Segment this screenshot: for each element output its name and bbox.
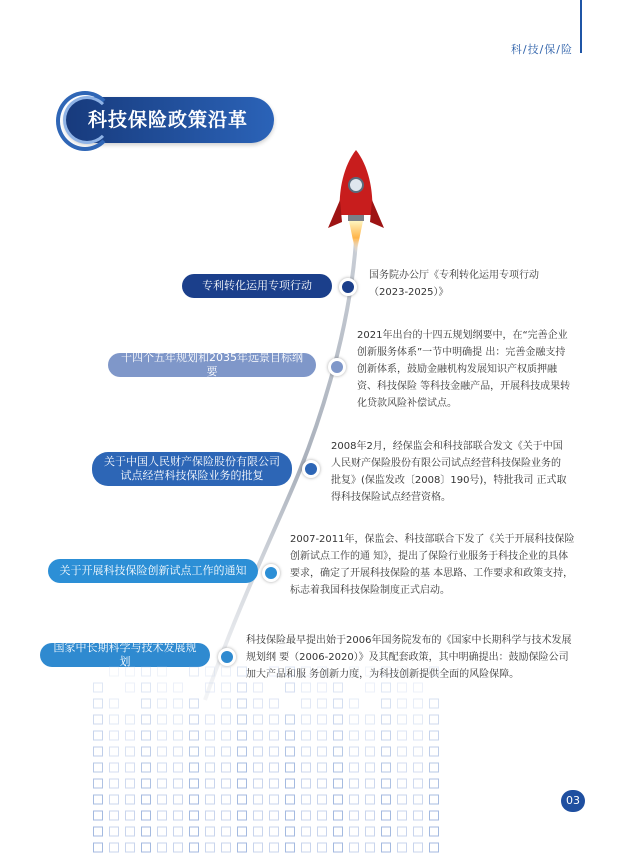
grid-square: [254, 843, 263, 852]
grid-square: [414, 795, 423, 804]
grid-square: [414, 715, 423, 724]
grid-square: [350, 747, 359, 756]
grid-square: [190, 667, 199, 676]
grid-square: [94, 683, 103, 692]
grid-square: [206, 795, 215, 804]
grid-square: [302, 699, 311, 708]
timeline-desc-5: 科技保险最早提出始于2006年国务院发布的《国家中长期科学与技术发展规划纲 要（2006-2020）》及其配套政策，其中明确提出：鼓励保险公司加大产品和服 务创新力度，为科技创新提供全面的风险保障。: [246, 635, 572, 680]
grid-square: [206, 811, 215, 820]
grid-square: [158, 683, 167, 692]
grid-square: [430, 763, 439, 772]
grid-square: [110, 747, 119, 756]
grid-square: [382, 683, 391, 692]
grid-square: [334, 779, 343, 788]
grid-square: [318, 827, 327, 836]
grid-square: [254, 795, 263, 804]
grid-square: [334, 811, 343, 820]
grid-square: [382, 699, 391, 708]
grid-square: [398, 843, 407, 852]
grid-square: [110, 843, 119, 852]
grid-square: [190, 843, 199, 852]
grid-square: [334, 731, 343, 740]
grid-square: [254, 699, 263, 708]
grid-square: [430, 843, 439, 852]
grid-square: [334, 795, 343, 804]
grid-square: [430, 715, 439, 724]
grid-square: [382, 779, 391, 788]
grid-square: [94, 763, 103, 772]
rocket-icon: [328, 150, 384, 255]
grid-square: [350, 827, 359, 836]
grid-square: [238, 731, 247, 740]
grid-square: [286, 683, 295, 692]
grid-square: [94, 747, 103, 756]
grid-square: [398, 715, 407, 724]
timeline-desc-2: 2021年出台的十四五规划纲要中，在“完善企业创新服务体系”一节中明确提 出：完善金融支持创新体系，鼓励金融机构发展知识产权质押融资、科技保险 等科技金融产品，开展科技成果转化贷款风险补偿试点。: [357, 330, 571, 409]
grid-square: [318, 763, 327, 772]
grid-square: [94, 811, 103, 820]
grid-square: [222, 699, 231, 708]
grid-square: [302, 827, 311, 836]
grid-square: [382, 795, 391, 804]
grid-square: [382, 843, 391, 852]
grid-square: [382, 747, 391, 756]
grid-square: [158, 715, 167, 724]
grid-square: [254, 747, 263, 756]
grid-square: [302, 763, 311, 772]
timeline-dot-4: [262, 564, 280, 582]
grid-square: [190, 731, 199, 740]
grid-square: [414, 779, 423, 788]
grid-square: [110, 667, 119, 676]
grid-square: [158, 827, 167, 836]
grid-square: [142, 811, 151, 820]
grid-square: [366, 763, 375, 772]
grid-square: [366, 747, 375, 756]
grid-square: [190, 699, 199, 708]
grid-square: [366, 843, 375, 852]
grid-square: [126, 715, 135, 724]
grid-square: [366, 683, 375, 692]
timeline-tag-1: 专利转化运用专项行动: [182, 274, 332, 298]
grid-square: [158, 763, 167, 772]
grid-square: [350, 699, 359, 708]
grid-square: [302, 795, 311, 804]
grid-square: [414, 747, 423, 756]
grid-square: [286, 779, 295, 788]
grid-square: [398, 795, 407, 804]
grid-square: [366, 667, 375, 676]
grid-square: [190, 779, 199, 788]
timeline-desc-1: 国务院办公厅《专利转化运用专项行动（2023-2025）》: [369, 270, 539, 298]
grid-square: [270, 715, 279, 724]
grid-square: [318, 795, 327, 804]
grid-square: [366, 795, 375, 804]
grid-square: [222, 843, 231, 852]
grid-square: [206, 827, 215, 836]
grid-square: [318, 715, 327, 724]
grid-square: [334, 715, 343, 724]
timeline-desc-4: 2007-2011年，保监会、科技部联合下发了《关于开展科技保险创新试点工作的通 知》，提出了保险行业服务于科技企业的具体要求，确定了开展科技保险的基 本思路、工作要求和政策支持，标志着我国科技保险制度正式启动。: [290, 534, 575, 596]
grid-square: [222, 731, 231, 740]
grid-square: [286, 795, 295, 804]
grid-square: [302, 731, 311, 740]
grid-square: [238, 667, 247, 676]
grid-square: [302, 843, 311, 852]
grid-square: [94, 715, 103, 724]
grid-square: [126, 747, 135, 756]
grid-square: [142, 747, 151, 756]
grid-square: [414, 699, 423, 708]
grid-square: [414, 683, 423, 692]
timeline-dot-1: [339, 278, 357, 296]
grid-square: [110, 715, 119, 724]
grid-square: [350, 811, 359, 820]
grid-square: [302, 747, 311, 756]
grid-square: [366, 811, 375, 820]
grid-square: [270, 795, 279, 804]
grid-square: [222, 795, 231, 804]
grid-square: [110, 699, 119, 708]
grid-square: [142, 683, 151, 692]
grid-square: [174, 763, 183, 772]
grid-square: [270, 747, 279, 756]
grid-square: [174, 731, 183, 740]
grid-square: [254, 715, 263, 724]
grid-square: [382, 667, 391, 676]
grid-square: [398, 667, 407, 676]
grid-square: [350, 731, 359, 740]
grid-square: [174, 795, 183, 804]
grid-square: [254, 827, 263, 836]
grid-square: [158, 699, 167, 708]
grid-square: [126, 827, 135, 836]
grid-square: [94, 779, 103, 788]
grid-square: [142, 763, 151, 772]
grid-square: [126, 843, 135, 852]
grid-square: [334, 763, 343, 772]
grid-square: [94, 795, 103, 804]
grid-square: [382, 811, 391, 820]
grid-square: [142, 843, 151, 852]
grid-square: [318, 683, 327, 692]
grid-square: [286, 827, 295, 836]
grid-square: [222, 667, 231, 676]
grid-square: [94, 731, 103, 740]
grid-square: [318, 667, 327, 676]
grid-square: [398, 811, 407, 820]
grid-square: [158, 731, 167, 740]
grid-square: [110, 795, 119, 804]
grid-square: [142, 827, 151, 836]
grid-square: [142, 795, 151, 804]
grid-square: [254, 731, 263, 740]
grid-square: [302, 811, 311, 820]
grid-square: [350, 667, 359, 676]
grid-square: [94, 699, 103, 708]
grid-square: [430, 779, 439, 788]
grid-square: [126, 731, 135, 740]
grid-square: [318, 731, 327, 740]
grid-square: [398, 763, 407, 772]
grid-square: [174, 779, 183, 788]
grid-square: [270, 827, 279, 836]
grid-square: [190, 763, 199, 772]
grid-square: [174, 747, 183, 756]
grid-square: [174, 715, 183, 724]
grid-square: [334, 843, 343, 852]
grid-square: [302, 779, 311, 788]
grid-square: [286, 715, 295, 724]
grid-square: [222, 827, 231, 836]
grid-square: [366, 779, 375, 788]
grid-square: [126, 667, 135, 676]
grid-square: [350, 795, 359, 804]
timeline-dot-2: [328, 358, 346, 376]
grid-square: [126, 763, 135, 772]
grid-square: [238, 779, 247, 788]
grid-square: [206, 843, 215, 852]
grid-square: [158, 747, 167, 756]
grid-square: [206, 667, 215, 676]
grid-square: [382, 763, 391, 772]
grid-square: [398, 779, 407, 788]
grid-square: [190, 827, 199, 836]
grid-square: [158, 843, 167, 852]
grid-square: [350, 763, 359, 772]
grid-square: [142, 731, 151, 740]
grid-square: [334, 699, 343, 708]
grid-square: [174, 827, 183, 836]
grid-square: [222, 811, 231, 820]
grid-square: [302, 683, 311, 692]
grid-square: [414, 731, 423, 740]
grid-square: [366, 715, 375, 724]
grid-square: [350, 715, 359, 724]
grid-square: [110, 731, 119, 740]
grid-square: [110, 763, 119, 772]
grid-square: [222, 763, 231, 772]
grid-square: [238, 763, 247, 772]
grid-square: [270, 811, 279, 820]
grid-pattern-decoration: [90, 665, 450, 855]
grid-square: [414, 843, 423, 852]
timeline-dot-3: [302, 460, 320, 478]
timeline-tag-3: 关于中国人民财产保险股份有限公司试点经营科技保险业务的批复: [92, 452, 292, 486]
timeline-tag-5: 国家中长期科学与技术发展规划: [40, 643, 210, 667]
grid-square: [190, 715, 199, 724]
grid-square: [222, 747, 231, 756]
grid-square: [94, 827, 103, 836]
grid-square: [222, 779, 231, 788]
grid-square: [126, 779, 135, 788]
grid-square: [414, 827, 423, 836]
grid-square: [142, 779, 151, 788]
grid-square: [158, 795, 167, 804]
grid-square: [126, 811, 135, 820]
grid-square: [206, 763, 215, 772]
page-number: 03: [561, 790, 585, 812]
grid-square: [222, 715, 231, 724]
grid-square: [302, 715, 311, 724]
grid-square: [174, 843, 183, 852]
grid-square: [286, 763, 295, 772]
grid-square: [318, 811, 327, 820]
header-label: 科/技/保/险: [510, 43, 573, 56]
grid-square: [254, 811, 263, 820]
grid-square: [430, 667, 439, 676]
grid-square: [110, 827, 119, 836]
grid-square: [254, 683, 263, 692]
timeline-dot-5: [218, 648, 236, 666]
grid-square: [350, 779, 359, 788]
timeline-tag-4: 关于开展科技保险创新试点工作的通知: [48, 559, 258, 583]
grid-square: [174, 683, 183, 692]
grid-square: [318, 747, 327, 756]
grid-square: [382, 715, 391, 724]
timeline-desc-3: 2008年2月，经保监会和科技部联合发文《关于中国人民财产保险股份有限公司试点经营科技保险业务的批复》(保监发改〔2008〕190号)，特批我司 正式取得科技保险试点经营资格。: [331, 441, 567, 503]
grid-square: [286, 731, 295, 740]
grid-square: [238, 843, 247, 852]
grid-square: [94, 843, 103, 852]
grid-square: [190, 811, 199, 820]
grid-square: [366, 731, 375, 740]
grid-square: [398, 683, 407, 692]
grid-square: [270, 763, 279, 772]
grid-square: [158, 779, 167, 788]
grid-square: [270, 779, 279, 788]
grid-square: [238, 683, 247, 692]
grid-square: [286, 747, 295, 756]
grid-square: [382, 731, 391, 740]
grid-square: [126, 795, 135, 804]
grid-square: [238, 827, 247, 836]
grid-square: [158, 811, 167, 820]
grid-square: [430, 699, 439, 708]
grid-square: [206, 731, 215, 740]
grid-square: [206, 715, 215, 724]
grid-square: [110, 779, 119, 788]
grid-square: [174, 699, 183, 708]
grid-square: [270, 731, 279, 740]
grid-square: [142, 667, 151, 676]
grid-square: [334, 827, 343, 836]
grid-square: [270, 667, 279, 676]
timeline-tag-2: 十四个五年规划和2035年远景目标纲要: [108, 353, 316, 377]
grid-square: [222, 683, 231, 692]
grid-square: [382, 827, 391, 836]
grid-square: [398, 827, 407, 836]
grid-square: [206, 683, 215, 692]
grid-square: [430, 747, 439, 756]
grid-square: [190, 747, 199, 756]
grid-square: [366, 827, 375, 836]
grid-square: [398, 731, 407, 740]
grid-square: [238, 811, 247, 820]
grid-square: [238, 747, 247, 756]
grid-square: [414, 763, 423, 772]
grid-square: [430, 811, 439, 820]
grid-square: [350, 843, 359, 852]
grid-square: [414, 811, 423, 820]
grid-square: [206, 779, 215, 788]
grid-square: [302, 667, 311, 676]
grid-square: [318, 843, 327, 852]
grid-square: [142, 699, 151, 708]
grid-square: [110, 811, 119, 820]
grid-square: [206, 747, 215, 756]
grid-square: [430, 795, 439, 804]
grid-square: [286, 843, 295, 852]
grid-square: [270, 843, 279, 852]
page-title: 科技保险政策沿革: [88, 109, 249, 131]
grid-square: [238, 795, 247, 804]
grid-square: [318, 779, 327, 788]
grid-square: [238, 699, 247, 708]
grid-square: [318, 699, 327, 708]
grid-square: [190, 795, 199, 804]
grid-square: [334, 747, 343, 756]
grid-square: [238, 715, 247, 724]
grid-square: [174, 811, 183, 820]
grid-square: [286, 667, 295, 676]
grid-square: [142, 715, 151, 724]
grid-square: [398, 747, 407, 756]
grid-square: [430, 731, 439, 740]
grid-square: [398, 699, 407, 708]
grid-square: [334, 683, 343, 692]
grid-square: [270, 699, 279, 708]
grid-square: [126, 683, 135, 692]
grid-square: [286, 811, 295, 820]
grid-square: [158, 667, 167, 676]
grid-square: [430, 827, 439, 836]
grid-square: [254, 763, 263, 772]
grid-square: [254, 779, 263, 788]
